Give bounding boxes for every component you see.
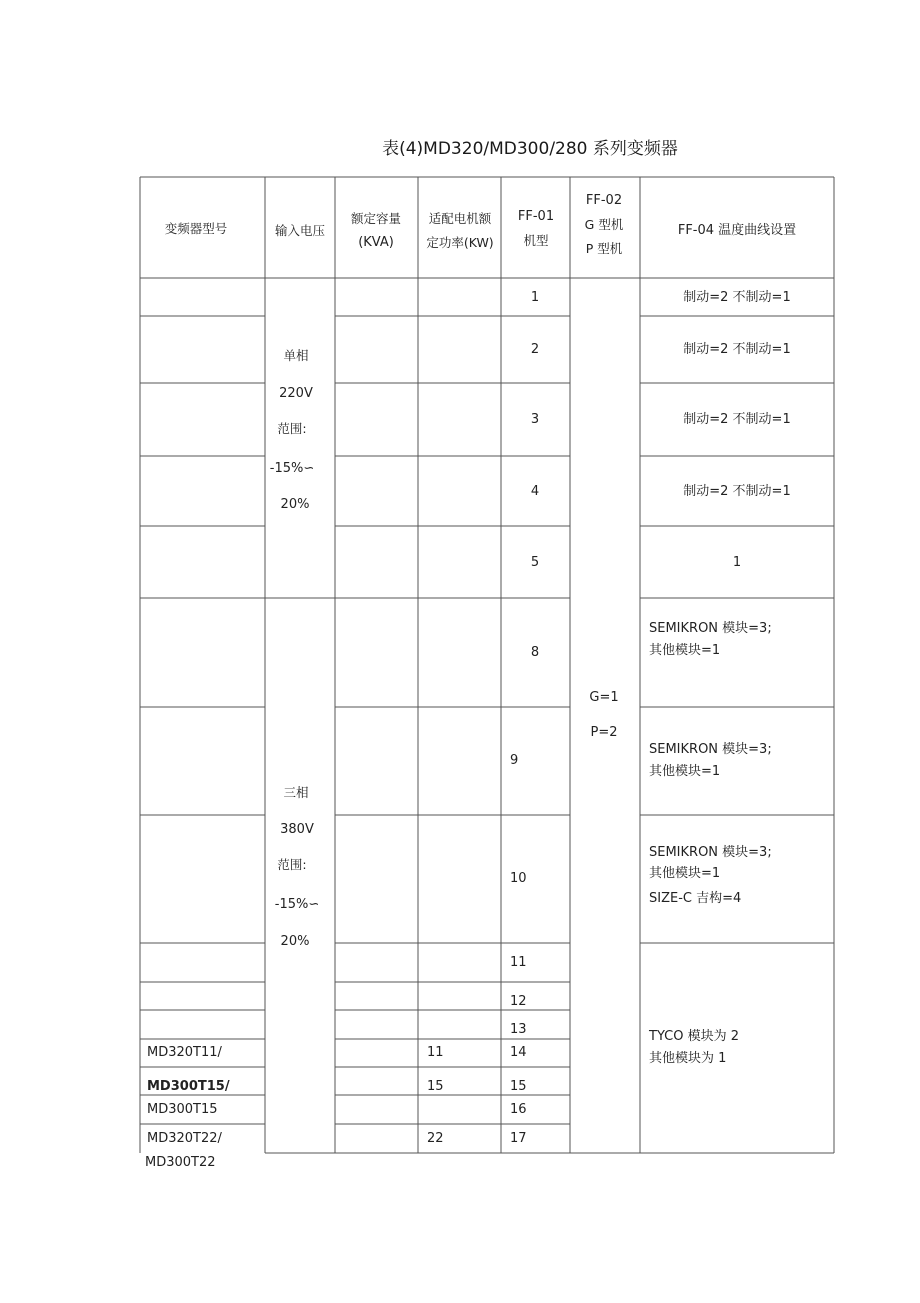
header-ff02-line3: P 型机 [585, 241, 623, 256]
header-model: 变频器型号 [164, 221, 228, 236]
ff04-value: 其他模块为 1 [649, 1051, 727, 1066]
ff04-value: SIZE-C 吉构=4 [649, 891, 742, 906]
table-title: 表(4)MD320/MD300/280 系列变频器 [382, 139, 678, 159]
header-ff01-line2: 机型 [523, 233, 549, 248]
ff04-value: 1 [732, 555, 742, 570]
voltage-single-range-high: 20% [280, 497, 310, 512]
motor-power-value: 11 [427, 1045, 444, 1060]
ff04-value: 其他模块=1 [649, 866, 721, 881]
model-name: MD300T22 [145, 1155, 216, 1170]
ff01-value: 3 [530, 412, 540, 427]
voltage-single-value: 220V [279, 386, 313, 401]
header-ff02-line1: FF-02 [585, 193, 623, 208]
header-motor-line1: 适配电机额 [428, 211, 492, 226]
ff04-value: 制动=2 不制动=1 [683, 412, 791, 427]
ff01-value: 11 [510, 955, 527, 970]
ff01-value: 14 [510, 1045, 527, 1060]
ff04-value: SEMIKRON 模块=3; [649, 742, 772, 757]
header-ff02-line2: G 型机 [584, 217, 624, 232]
ff04-value: 其他模块=1 [649, 764, 721, 779]
ff02-value-p: P=2 [590, 725, 618, 740]
header-capacity-line1: 额定容量 [350, 211, 402, 226]
ff02-value-g: G=1 [589, 690, 619, 705]
ff01-value: 17 [510, 1131, 527, 1146]
motor-power-value: 22 [427, 1131, 444, 1146]
header-ff04: FF-04 温度曲线设置 [677, 223, 797, 238]
header-voltage: 输入电压 [274, 223, 326, 238]
ff04-value: 制动=2 不制动=1 [683, 290, 791, 305]
ff04-value: TYCO 模块为 2 [649, 1029, 740, 1044]
model-name: MD300T15 [147, 1102, 218, 1117]
model-name: MD320T22/ [147, 1131, 222, 1146]
ff01-value: 8 [530, 645, 540, 660]
ff04-value: 其他模块=1 [649, 643, 721, 658]
voltage-single-range-low: -15%∽ [269, 461, 315, 476]
header-motor-line2: 定功率(KW) [426, 235, 494, 250]
header-ff01-line1: FF-01 [517, 209, 555, 224]
ff04-value: 制动=2 不制动=1 [683, 484, 791, 499]
header-capacity-line2: (KVA) [358, 235, 394, 250]
ff04-value: SEMIKRON 模块=3; [649, 621, 772, 636]
voltage-single-phase: 单相 [283, 348, 309, 363]
ff01-value: 12 [510, 994, 527, 1009]
ff01-value: 15 [510, 1079, 527, 1094]
voltage-three-range-low: -15%∽ [274, 897, 320, 912]
ff01-value: 1 [530, 290, 540, 305]
voltage-three-phase: 三相 [283, 785, 309, 800]
ff01-value: 5 [530, 555, 540, 570]
ff01-value: 16 [510, 1102, 527, 1117]
ff01-value: 13 [510, 1022, 527, 1037]
ff01-value: 9 [510, 753, 519, 768]
ff04-value: 制动=2 不制动=1 [683, 342, 791, 357]
ff01-value: 4 [530, 484, 540, 499]
ff04-value: SEMIKRON 模块=3; [649, 845, 772, 860]
motor-power-value: 15 [427, 1079, 444, 1094]
model-name: MD300T15/ [147, 1079, 230, 1094]
voltage-single-range-label: 范围: [277, 421, 307, 436]
model-name: MD320T11/ [147, 1045, 222, 1060]
voltage-three-value: 380V [280, 822, 314, 837]
ff01-value: 10 [510, 871, 527, 886]
voltage-three-range-high: 20% [280, 934, 310, 949]
voltage-three-range-label: 范围: [277, 857, 307, 872]
ff01-value: 2 [530, 342, 540, 357]
